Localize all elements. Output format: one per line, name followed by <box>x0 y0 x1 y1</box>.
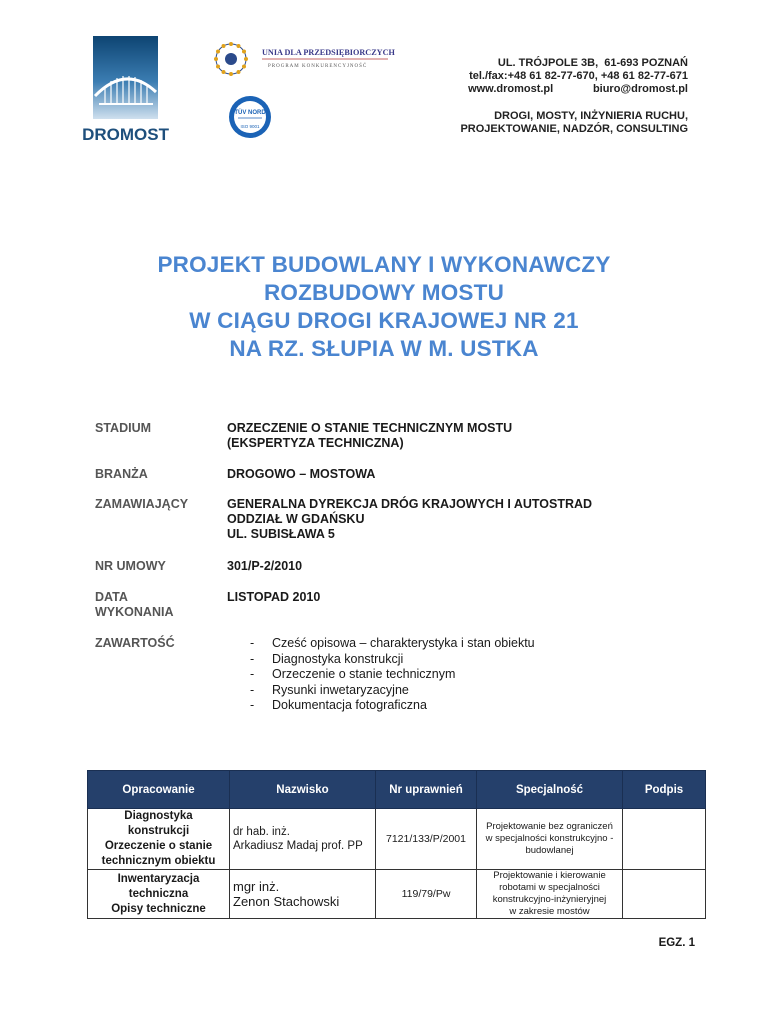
column-header: Specjalność <box>477 771 623 809</box>
list-item: - Cześć opisowa – charakterystyka i stan obiektu <box>250 636 535 650</box>
dromost-logo <box>82 36 169 144</box>
cell-specjalnosc: Projektowanie i kierowanie robotami w specjalności konstrukcyjno-inżynieryjnej w zakresie mostów <box>477 870 623 919</box>
cell-nazwisko: dr hab. inż. Arkadiusz Madaj prof. PP <box>230 809 376 870</box>
zamawiajacy-value: GENERALNA DYREKCJA DRÓG KRAJOWYCH I AUTOSTRAD ODDZIAŁ W GDAŃSKU UL. SUBISŁAWA 5 <box>227 497 593 541</box>
cell-podpis <box>623 809 706 870</box>
list-item: - Rysunki inwetaryzacyjne <box>250 682 409 697</box>
title-line: W CIĄGU DROGI KRAJOWEJ NR 21 <box>189 308 579 333</box>
branza-label: BRANŻA <box>95 467 148 481</box>
cell-opracowanie: Diagnostyka konstrukcji Orzeczenie o stanie technicznym obiektu <box>88 809 230 870</box>
zamawiajacy-label: ZAMAWIAJĄCY <box>95 497 189 511</box>
contact-address: UL. TRÓJPOLE 3B, 61-693 POZNAŃ <box>497 57 688 69</box>
copy-number: EGZ. 1 <box>658 937 695 949</box>
list-item: - Diagnostyka konstrukcji <box>250 651 404 666</box>
cell-nr-uprawnien: 119/79/Pw <box>376 870 477 919</box>
column-header: Nazwisko <box>230 771 376 809</box>
title-line: NA RZ. SŁUPIA W M. USTKA <box>229 336 539 361</box>
contents-list <box>250 636 535 714</box>
contact-web-email: www.dromost.pl biuro@dromost.pl <box>468 83 688 95</box>
unia-logo <box>212 40 395 78</box>
svg-text:ISO 9001: ISO 9001 <box>240 124 260 129</box>
list-item: - Orzeczenie o stanie technicznym <box>250 667 456 681</box>
table-row <box>88 809 706 870</box>
services-line: PROJEKTOWANIE, NADZÓR, CONSULTING <box>460 123 688 135</box>
cell-nazwisko: mgr inż. Zenon Stachowski <box>230 870 376 919</box>
cell-opracowanie: Inwentaryzacja techniczna Opisy techniczne <box>88 870 230 919</box>
cell-specjalnosc: Projektowanie bez ograniczeń w specjalności konstrukcyjno - budowlanej <box>477 809 623 870</box>
zawartosc-label: ZAWARTOŚĆ <box>95 636 175 650</box>
column-header: Nr uprawnień <box>376 771 477 809</box>
company-contact <box>468 57 688 96</box>
title-line: PROJEKT BUDOWLANY I WYKONAWCZY <box>157 252 611 277</box>
document-title <box>0 251 768 363</box>
company-services <box>460 110 688 136</box>
branza-value: DROGOWO – MOSTOWA <box>227 467 376 481</box>
data-wykonania-label: DATA WYKONANIA <box>95 590 174 619</box>
title-line: ROZBUDOWY MOSTU <box>263 280 505 305</box>
logo-text: DROMOST <box>82 125 169 144</box>
authors-table <box>87 770 706 919</box>
services-line: DROGI, MOSTY, INŻYNIERIA RUCHU, <box>494 110 688 122</box>
eu-stars-icon <box>214 42 248 76</box>
table-header-row <box>88 771 706 809</box>
contact-phone: tel./fax:+48 61 82-77-670, +48 61 82-77-671 <box>469 70 688 82</box>
table-row <box>88 870 706 919</box>
svg-text:UNIA DLA PRZEDSIĘBIORCZYCH: UNIA DLA PRZEDSIĘBIORCZYCH <box>262 48 395 57</box>
svg-text:PROGRAM KONKURENCYJNOŚĆ: PROGRAM KONKURENCYJNOŚĆ <box>268 64 368 69</box>
nr-umowy-value: 301/P-2/2010 <box>227 559 303 573</box>
column-header: Opracowanie <box>88 771 230 809</box>
nr-umowy-label: NR UMOWY <box>95 559 166 573</box>
stadium-value: ORZECZENIE O STANIE TECHNICZNYM MOSTU (EKSPERTYZA TECHNICZNA) <box>227 421 513 450</box>
column-header: Podpis <box>623 771 706 809</box>
data-wykonania-value: LISTOPAD 2010 <box>227 590 321 604</box>
stadium-label: STADIUM <box>95 421 152 435</box>
svg-text:TÜV NORD: TÜV NORD <box>234 110 266 116</box>
cell-podpis <box>623 870 706 919</box>
cell-nr-uprawnien: 7121/133/P/2001 <box>376 809 477 870</box>
tuv-nord-certificate-logo <box>227 94 273 146</box>
list-item: - Dokumentacja fotograficzna <box>250 698 427 712</box>
